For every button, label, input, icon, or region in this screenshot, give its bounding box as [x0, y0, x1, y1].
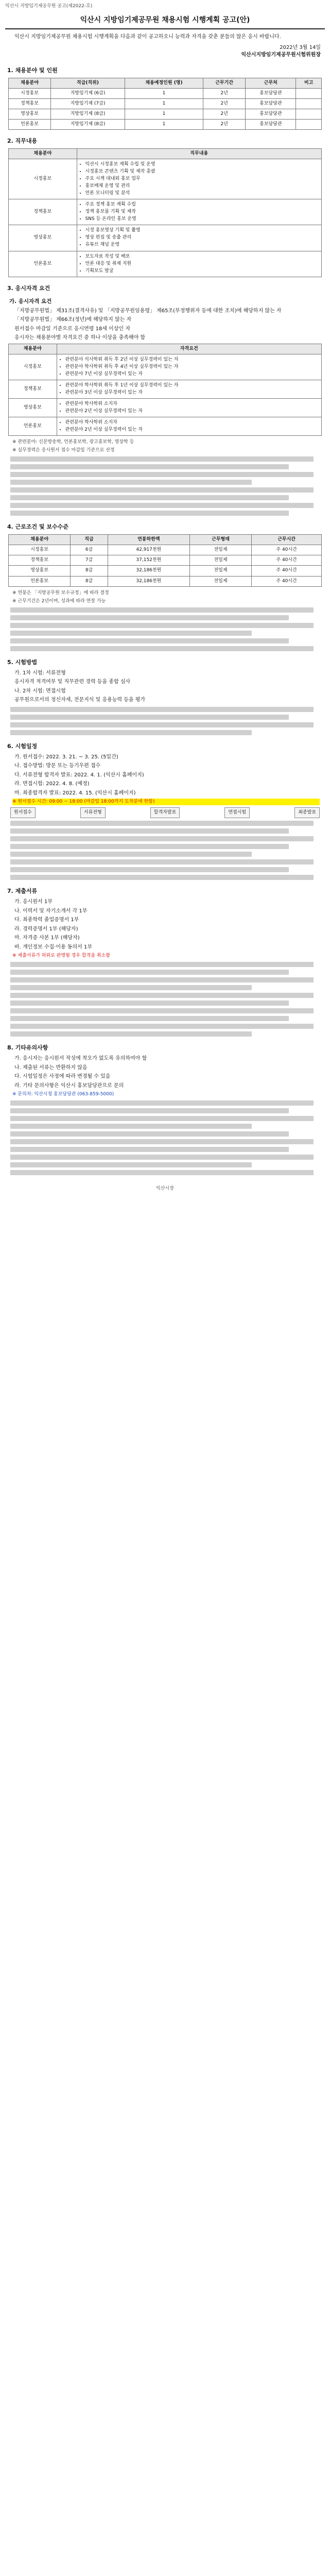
table-cell: [296, 88, 322, 98]
documents-list: [14, 899, 320, 951]
list-item: • 주요 시책 대내외 홍보 업무: [85, 176, 319, 182]
section-heading-requirements: 3. 응시자격 요건: [7, 284, 50, 292]
note-text: ※ 관련분야: 신문방송학, 언론홍보학, 광고홍보학, 영상학 등: [12, 439, 134, 445]
list-item: 나. 접수방법: 방문 또는 등기우편 접수: [14, 763, 101, 769]
list-item: 가. 원서접수: 2022. 3. 21. ~ 3. 25. (5일간): [14, 754, 118, 760]
table-cell: 주 40시간: [252, 545, 322, 555]
schedule-steps: [10, 807, 320, 818]
list-item: • 관련분야 학사학위 소지자: [65, 419, 320, 426]
table-cell: 시정홍보: [9, 545, 71, 555]
section-heading-schedule: 6. 시험일정: [7, 742, 38, 750]
column-header: 근무형태: [189, 535, 251, 545]
table-row: [9, 199, 322, 225]
requirement-list: [59, 357, 320, 378]
table-row: [9, 566, 322, 576]
table-row: [9, 545, 322, 555]
list-item: • 시정홍보 콘텐츠 기획 및 제작 총괄: [85, 168, 319, 175]
table-row: [9, 555, 322, 566]
schedule-step: 합격자발표: [150, 807, 180, 818]
table-cell: 6급: [71, 545, 108, 555]
column-header: 직급: [71, 535, 108, 545]
list-item: 「지방공무원법」 제66조(정년)에 해당하지 않는 자: [14, 317, 132, 323]
list-item: • 유튜브 채널 운영: [85, 242, 319, 248]
table-cell: 32,186천원: [108, 566, 189, 576]
section-heading-duties: 2. 직무내용: [7, 138, 38, 145]
list-item: 다. 서류전형 합격자 발표: 2022. 4. 1. (익산시 홈페이지): [14, 772, 144, 778]
table-cell: 언론홍보: [9, 251, 77, 277]
list-item: • 관련분야 7년 이상 실무경력이 있는 자: [65, 371, 320, 378]
recruitment-table: [8, 78, 322, 130]
table-cell: 전일제: [189, 545, 251, 555]
table-row: [9, 159, 322, 199]
column-header: 근무처: [246, 78, 296, 88]
table-header-row: [9, 78, 322, 88]
table-cell: 7급: [71, 555, 108, 566]
column-header: 직무내용: [77, 148, 321, 159]
list-item: 다. 최종학력 졸업증명서 1부: [14, 917, 79, 923]
section-heading-documents: 7. 제출서류: [7, 888, 38, 895]
schedule-step: 서류전형: [80, 807, 106, 818]
requirements-list: [14, 308, 320, 342]
note-text: ※ 실무경력은 응시원서 접수 마감일 기준으로 산정: [12, 448, 115, 453]
table-cell: 전일제: [189, 555, 251, 566]
table-cell: 2년: [203, 98, 246, 109]
table-cell: 정책홍보: [9, 555, 71, 566]
table-cell: 영상홍보: [9, 566, 71, 576]
note-text: ※ 근무기간은 2년이며, 성과에 따라 연장 가능: [12, 598, 106, 604]
conditions-table: [8, 534, 322, 586]
table-row: [9, 119, 322, 129]
table-cell: 1: [125, 109, 203, 119]
list-item: • 익산시 시정홍보 계획 수립 및 운영: [85, 161, 319, 168]
list-item: • 관련분야 석사학위 취득 후 2년 이상 실무경력이 있는 자: [65, 357, 320, 363]
list-item: 가. 1차 시험: 서류전형: [14, 670, 66, 676]
column-header: 근무기간: [203, 78, 246, 88]
document-footer: 익산시장: [156, 1186, 174, 1192]
table-row: [9, 251, 322, 277]
list-item: • 보도자료 작성 및 배포: [85, 253, 319, 260]
column-header: 근무시간: [252, 535, 322, 545]
list-item: 가. 응시자는 응시원서 작성에 착오가 없도록 유의하여야 함: [14, 1056, 147, 1062]
text-block-placeholder: [10, 707, 320, 735]
schedule-step: 면접시험: [224, 807, 250, 818]
document-title: 익산시 지방임기제공무원 채용시험 시행계획 공고(안): [5, 13, 325, 29]
requirement-list: [59, 419, 320, 433]
announcement-organization: 익산시지방임기제공무원시험위원장: [241, 52, 321, 58]
table-cell: 시정홍보: [9, 159, 77, 199]
table-cell: [77, 159, 321, 199]
column-header: 채용분야: [9, 78, 51, 88]
column-header: 직급(직위): [51, 78, 125, 88]
list-item: • 언론 대응 및 취재 지원: [85, 261, 319, 267]
table-cell: 영상홍보: [9, 225, 77, 251]
note-text: ※ 연봉은 「지방공무원 보수규정」에 따라 결정: [12, 590, 109, 596]
table-cell: 8급: [71, 566, 108, 576]
document-header-label: 익산시 지방임기제공무원 공고(제2022-호): [5, 4, 93, 9]
duties-table: [8, 148, 322, 277]
table-cell: 언론홍보: [9, 417, 57, 436]
schedule-step: 최종발표: [294, 807, 320, 818]
list-item: 나. 2차 시험: 면접시험: [14, 688, 66, 694]
table-cell: 2년: [203, 119, 246, 129]
duty-list: [79, 201, 319, 223]
list-item: • 관련분야 학사학위 소지자: [65, 401, 320, 408]
duty-list: [79, 161, 319, 197]
table-cell: 42,917천원: [108, 545, 189, 555]
table-header-row: [9, 535, 322, 545]
list-item: • 언론 모니터링 및 분석: [85, 190, 319, 197]
table-cell: 주 40시간: [252, 555, 322, 566]
table-cell: 1: [125, 119, 203, 129]
duty-list: [79, 253, 319, 275]
table-cell: 정책홍보: [9, 380, 57, 399]
table-cell: 2년: [203, 88, 246, 98]
table-cell: [296, 98, 322, 109]
table-cell: [296, 109, 322, 119]
column-header: 채용분야: [9, 344, 57, 354]
table-cell: 37,152천원: [108, 555, 189, 566]
list-item: 다. 시험일정은 사정에 따라 변경될 수 있음: [14, 1074, 111, 1080]
column-header: 채용분야: [9, 535, 71, 545]
requirement-list: [59, 401, 320, 415]
table-row: [9, 354, 322, 380]
requirements-table: [8, 344, 322, 436]
list-item: • 기획보도 발굴: [85, 268, 319, 275]
table-cell: [77, 251, 321, 277]
table-cell: 홍보담당관: [246, 109, 296, 119]
table-cell: [57, 354, 322, 380]
table-header-row: [9, 344, 322, 354]
list-item: • 관련분야 학사학위 취득 후 1년 이상 실무경력이 있는 자: [65, 382, 320, 389]
text-block-placeholder: [10, 607, 320, 651]
table-row: [9, 380, 322, 399]
table-cell: [77, 199, 321, 225]
list-item: • 관련분야 3년 이상 실무경력이 있는 자: [65, 389, 320, 396]
table-cell: 전일제: [189, 566, 251, 576]
table-row: [9, 98, 322, 109]
table-cell: 지방임기제 (6급): [51, 88, 125, 98]
table-cell: [57, 399, 322, 417]
list-item: • SNS 등 온라인 홍보 운영: [85, 216, 319, 223]
text-block-placeholder: [10, 456, 320, 516]
list-item: • 시정 홍보영상 기획 및 촬영: [85, 227, 319, 234]
table-cell: 지방임기제 (8급): [51, 119, 125, 129]
list-item: • 홍보매체 운영 및 관리: [85, 183, 319, 190]
table-cell: 2년: [203, 109, 246, 119]
table-row: [9, 88, 322, 98]
list-item: • 정책 홍보물 기획 및 제작: [85, 209, 319, 215]
table-row: [9, 225, 322, 251]
list-item: 가. 응시원서 1부: [14, 899, 53, 905]
list-item: 원서접수 마감일 기준으로 응시연령 18세 이상인 자: [14, 326, 130, 332]
list-item: 마. 자격증 사본 1부 (해당자): [14, 935, 80, 941]
table-cell: [57, 380, 322, 399]
column-header: 자격요건: [57, 344, 322, 354]
section-heading-recruitment: 1. 채용분야 및 인원: [7, 66, 58, 74]
column-header: 비고: [296, 78, 322, 88]
table-row: [9, 109, 322, 119]
list-item: 라. 경력증명서 1부 (해당자): [14, 926, 78, 932]
list-item: • 관련분야 2년 이상 실무경력이 있는 자: [65, 427, 320, 433]
table-row: [9, 399, 322, 417]
table-cell: 1: [125, 88, 203, 98]
document-page: [5, 0, 325, 1208]
table-cell: 주 40시간: [252, 566, 322, 576]
duty-list: [79, 227, 319, 248]
list-item: 응시자격 적격여부 및 직무관련 경력 등을 종합 심사: [14, 679, 131, 685]
final-notes-list: [14, 1055, 320, 1090]
list-item: 바. 개인정보 수집·이용 동의서 1부: [14, 944, 93, 950]
list-item: • 주요 정책 홍보 계획 수립: [85, 201, 319, 208]
table-cell: 전일제: [189, 576, 251, 586]
schedule-highlight-note: ※ 원서접수 시간: 09:00 ~ 18:00 (마감일 18:00까지 도착분에 한함): [12, 799, 320, 805]
table-row: [9, 576, 322, 586]
list-item: 라. 기타 문의사항은 익산시 홍보담당관으로 문의: [14, 1082, 124, 1089]
table-cell: 정책홍보: [9, 199, 77, 225]
text-block-placeholder: [10, 821, 320, 880]
list-item: 공무원으로서의 정신자세, 전문지식 및 응용능력 등을 평가: [14, 697, 146, 703]
table-cell: 정책홍보: [9, 98, 51, 109]
table-cell: 지방임기제 (7급): [51, 98, 125, 109]
schedule-list: [14, 754, 320, 798]
list-item: • 영상 편집 및 송출 관리: [85, 234, 319, 241]
documents-warning: ※ 제출서류가 허위로 판명될 경우 합격을 취소함: [12, 953, 110, 959]
schedule-step: 원서접수: [10, 807, 36, 818]
list-item: 나. 이력서 및 자기소개서 각 1부: [14, 908, 88, 914]
list-item: 나. 제출된 서류는 반환하지 않음: [14, 1064, 88, 1071]
list-item: 라. 면접시험: 2022. 4. 8. (예정): [14, 781, 90, 787]
table-cell: [57, 417, 322, 436]
list-item: 「지방공무원법」 제31조(결격사유) 및 「지방공무원임용령」 제65조(부정행위자 등에 대한 조치)에 해당하지 않는 자: [14, 308, 282, 314]
table-cell: 영상홍보: [9, 109, 51, 119]
table-cell: 시정홍보: [9, 88, 51, 98]
table-header-row: [9, 148, 322, 159]
table-cell: 지방임기제 (8급): [51, 109, 125, 119]
table-cell: 언론홍보: [9, 119, 51, 129]
column-header: 채용예정인원 (명): [125, 78, 203, 88]
column-header: 연봉하한액: [108, 535, 189, 545]
intro-paragraph: 익산시 지방임기제공무원 채용시험 시행계획을 다음과 같이 공고하오니 능력과 자격을 갖춘 분들의 많은 응시 바랍니다.: [14, 34, 281, 40]
requirement-list: [59, 382, 320, 396]
table-cell: [77, 225, 321, 251]
announcement-date: 2022년 3월 14일: [280, 44, 321, 50]
requirements-subheading: 가. 응시자격 요건: [9, 298, 52, 304]
table-cell: 32,186천원: [108, 576, 189, 586]
section-heading-notes: 8. 기타유의사항: [7, 1044, 48, 1052]
table-cell: [296, 119, 322, 129]
list-item: 응시자는 채용분야별 자격요건 중 하나 이상을 충족해야 함: [14, 335, 146, 341]
exam-list: [14, 670, 320, 704]
table-row: [9, 417, 322, 436]
text-block-placeholder: [10, 1100, 320, 1175]
list-item: 마. 최종합격자 발표: 2022. 4. 15. (익산시 홈페이지): [14, 790, 136, 796]
table-cell: 1: [125, 98, 203, 109]
section-heading-conditions: 4. 근로조건 및 보수수준: [7, 523, 68, 531]
section-heading-exam: 5. 시험방법: [7, 658, 38, 666]
text-block-placeholder: [10, 962, 320, 1037]
table-cell: 홍보담당관: [246, 98, 296, 109]
table-cell: 홍보담당관: [246, 88, 296, 98]
table-cell: 주 40시간: [252, 576, 322, 586]
list-item: • 관련분야 2년 이상 실무경력이 있는 자: [65, 408, 320, 415]
contact-note: ※ 문의처: 익산시청 홍보담당관 (063-859-5000): [12, 1092, 114, 1097]
list-item: • 관련분야 학사학위 취득 후 4년 이상 실무경력이 있는 자: [65, 364, 320, 370]
table-cell: 시정홍보: [9, 354, 57, 380]
table-cell: 홍보담당관: [246, 119, 296, 129]
column-header: 채용분야: [9, 148, 77, 159]
table-cell: 언론홍보: [9, 576, 71, 586]
table-cell: 8급: [71, 576, 108, 586]
table-cell: 영상홍보: [9, 399, 57, 417]
